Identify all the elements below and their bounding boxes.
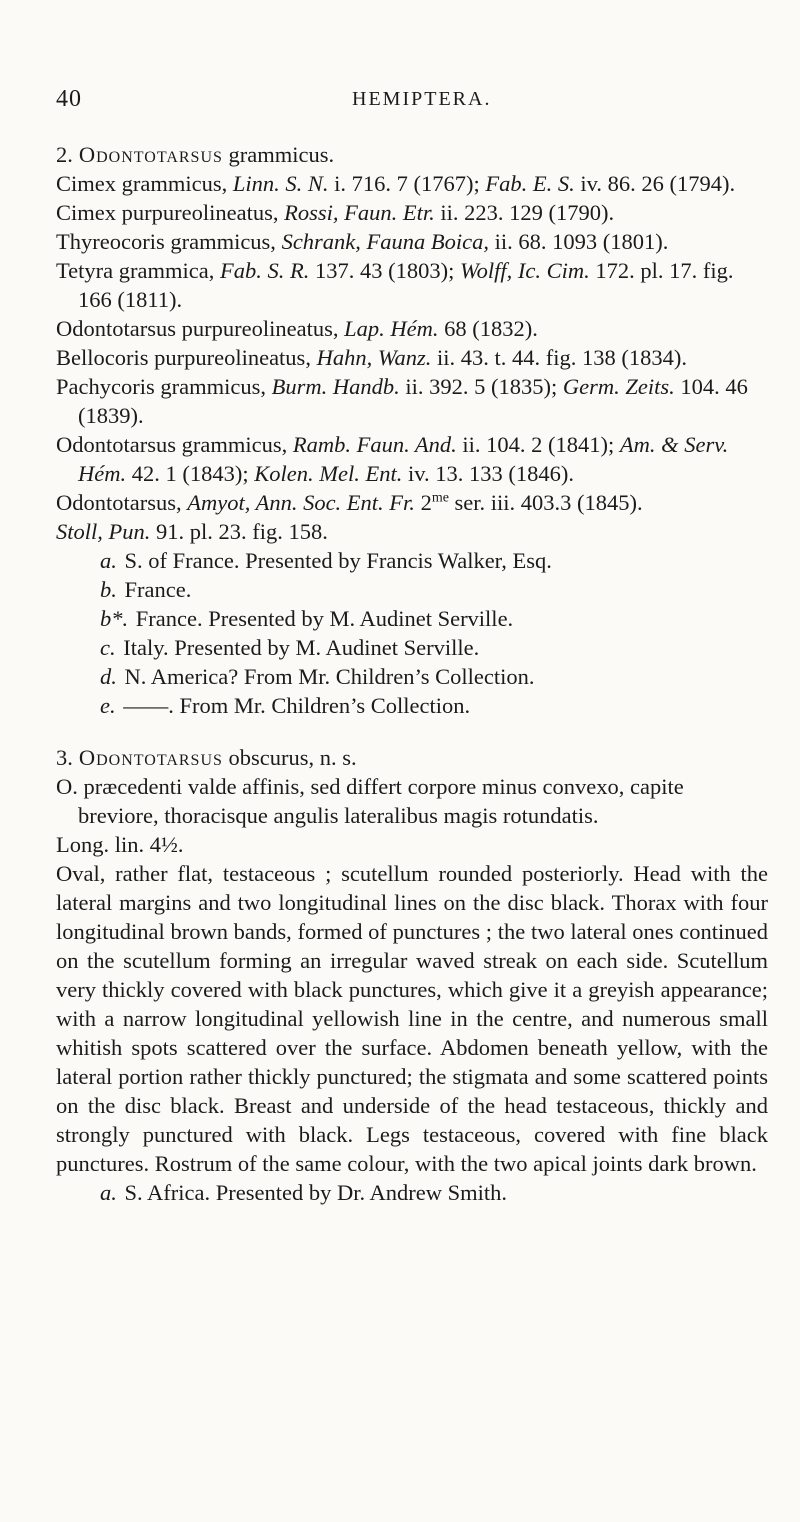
species-number: 3. bbox=[56, 745, 73, 770]
specimen-entry: a. S. Africa. Presented by Dr. Andrew Smith. bbox=[100, 1180, 507, 1205]
synonym-entry: Pachycoris grammicus, Burm. Handb. ii. 392. 5 (1835); Germ. Zeits. 104. 46 (1839). bbox=[56, 374, 748, 428]
length-measure: Long. lin. 4½. bbox=[56, 832, 184, 857]
genus-name: Odontotarsus bbox=[78, 745, 223, 770]
specimen-entry: b*. France. Presented by M. Audinet Serville. bbox=[100, 606, 514, 631]
species-heading-2 bbox=[56, 140, 768, 169]
species-epithet: grammicus. bbox=[222, 142, 335, 167]
genus-name: Odontotarsus bbox=[78, 142, 223, 167]
specimen-entry: a. S. of France. Presented by Francis Walker, Esq. bbox=[100, 548, 552, 573]
synonymy-list bbox=[56, 169, 768, 546]
synonym-entry: Cimex grammicus, Linn. S. N. i. 716. 7 (1767); Fab. E. S. iv. 86. 26 (1794). bbox=[56, 171, 736, 196]
specimen-entry: d. N. America? From Mr. Children’s Collection. bbox=[100, 664, 535, 689]
specimen-entry: e. ——. From Mr. Children’s Collection. bbox=[100, 693, 471, 718]
synonym-entry: Thyreocoris grammicus, Schrank, Fauna Boica, ii. 68. 1093 (1801). bbox=[56, 229, 669, 254]
synonym-entry: Odontotarsus purpureolineatus, Lap. Hém. 68 (1832). bbox=[56, 316, 538, 341]
synonym-entry: Stoll, Pun. 91. pl. 23. fig. 158. bbox=[56, 519, 328, 544]
specimen-entry: c. Italy. Presented by M. Audinet Serville. bbox=[100, 635, 480, 660]
species-description: Oval, rather flat, testaceous ; scutellum rounded posteriorly. Head with the lateral margins and two longitudinal lines on the disc black. Thorax with four longitudinal brown bands, formed of punctures ; the two lateral ones continued on the scutellum forming an irregular waved streak on each side. Scutellum very thickly covered with black punctures, which give it a greyish appearance; with a narrow longitudinal yellowish line in the centre, and numerous small whitish spots scattered over the surface. Abdomen beneath yellow, with the lateral portion rather thickly punctured; the stigmata and some scattered points on the disc black. Breast and underside of the head testaceous, thickly and strongly punctured with black. Legs testaceous, covered with fine black punctures. Rostrum of the same colour, with the two apical joints dark brown. bbox=[56, 861, 768, 1176]
species-number: 2. bbox=[56, 142, 73, 167]
specimen-entry: b. France. bbox=[100, 577, 192, 602]
page-number: 40 bbox=[56, 86, 82, 112]
species-heading-3 bbox=[56, 743, 768, 772]
synonym-entry: Cimex purpureolineatus, Rossi, Faun. Etr. ii. 223. 129 (1790). bbox=[56, 200, 615, 225]
latin-diagnosis: O. præcedenti valde affinis, sed differt corpore minus convexo, capite breviore, thoracisque angulis lateralibus magis rotundatis. bbox=[56, 774, 684, 828]
synonym-entry: Tetyra grammica, Fab. S. R. 137. 43 (1803); Wolff, Ic. Cim. 172. pl. 17. fig. 166 (1811). bbox=[56, 258, 734, 312]
running-title: HEMIPTERA. bbox=[352, 88, 492, 110]
specimen-list bbox=[56, 546, 768, 720]
species-epithet: obscurus, n. s. bbox=[222, 745, 357, 770]
synonym-entry: Odontotarsus, Amyot, Ann. Soc. Ent. Fr. $2^{me}$ ser. iii. 403.3 (1845). bbox=[56, 490, 643, 515]
synonym-entry: Bellocoris purpureolineatus, Hahn, Wanz. ii. 43. t. 44. fig. 138 (1834). bbox=[56, 345, 687, 370]
synonym-entry: Odontotarsus grammicus, Ramb. Faun. And. ii. 104. 2 (1841); Am. & Serv. Hém. 42. 1 (1843); Kolen. Mel. Ent. iv. 13. 133 (1846). bbox=[56, 432, 729, 486]
page-content bbox=[56, 140, 768, 1207]
